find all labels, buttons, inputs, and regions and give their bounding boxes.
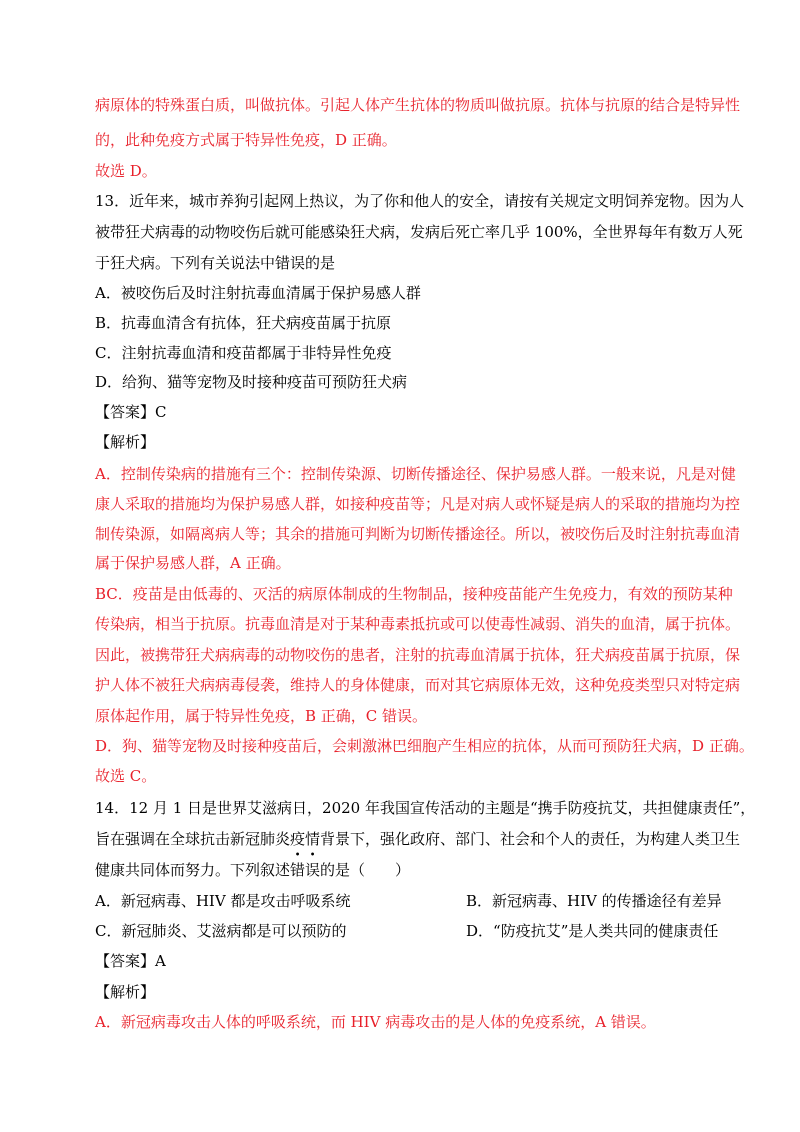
analysis-line: D．狗、猫等宠物及时接种疫苗后，会刺激淋巴细胞产生相应的抗体，从而可预防狂犬病，D 正确。 bbox=[95, 737, 754, 755]
question-13-option-a: A．被咬伤后及时注射抗毒血清属于保护易感人群 bbox=[95, 284, 421, 302]
analysis-line: 因此，被携带狂犬病病毒的动物咬伤的患者，注射的抗毒血清属于抗体，狂犬病疫苗属于抗原，保 bbox=[95, 646, 741, 664]
analysis-line: 康人采取的措施均为保护易感人群，如接种疫苗等；凡是对病人或怀疑是病人的采取的措施均为控 bbox=[95, 495, 741, 513]
question-14-option-a: A．新冠病毒、HIV 都是攻击呼吸系统 bbox=[95, 892, 351, 910]
analysis-line: 护人体不被狂犬病病毒侵袭，维持人的身体健康，而对其它病原体无效，这种免疫类型只对特定病 bbox=[95, 676, 741, 694]
analysis-line: A．新冠病毒攻击人体的呼吸系统，而 HIV 病毒攻击的是人体的免疫系统，A 错误。 bbox=[95, 1013, 656, 1031]
question-14-stem bbox=[95, 850, 411, 880]
stem-text: 的是（ ） bbox=[320, 861, 411, 879]
question-14-options-row bbox=[95, 891, 722, 911]
stem-text: 健康共同体而努力。下列叙述 bbox=[95, 861, 291, 879]
question-13-stem: 于狂犬病。下列有关说法中错误的是 bbox=[95, 254, 336, 272]
emphasis-dot: • bbox=[309, 850, 316, 861]
analysis-conclusion: 故选 D。 bbox=[95, 162, 157, 180]
question-14-options-row bbox=[95, 921, 719, 941]
question-14-stem: 14．12 月 1 日是世界艾滋病日，2020 年我国宣传活动的主题是“携手防疫抗艾，共担健康责任”， bbox=[95, 799, 756, 817]
analysis-conclusion: 故选 C。 bbox=[95, 767, 157, 785]
question-13-option-c: C．注射抗毒血清和疫苗都属于非特异性免疫 bbox=[95, 344, 392, 362]
analysis-line: 属于保护易感人群，A 正确。 bbox=[95, 554, 291, 572]
analysis-line: 的，此种免疫方式属于特异性免疫，D 正确。 bbox=[95, 131, 397, 149]
question-13-option-b: B．抗毒血清含有抗体，狂犬病疫苗属于抗原 bbox=[95, 314, 392, 332]
question-13-option-d: D．给狗、猫等宠物及时接种疫苗可预防狂犬病 bbox=[95, 373, 408, 391]
analysis-line: BC．疫苗是由低毒的、灭活的病原体制成的生物制品，接种疫苗能产生免疫力，有效的预防某种 bbox=[95, 585, 733, 603]
question-14-option-d: D．“防疫抗艾”是人类共同的健康责任 bbox=[466, 922, 719, 940]
question-13-stem: 被带狂犬病毒的动物咬伤后就可能感染狂犬病，发病后死亡率几乎 100%，全世界每年有数万人死 bbox=[95, 223, 743, 241]
analysis-line: 制传染源，如隔离病人等；其余的措施可判断为切断传播途径。所以，被咬伤后及时注射抗毒血清 bbox=[95, 525, 741, 543]
analysis-line: 原体起作用，属于特异性免疫，B 正确，C 错误。 bbox=[95, 707, 428, 725]
question-13-answer: 【答案】C bbox=[95, 403, 167, 421]
analysis-line: 病原体的特殊蛋白质，叫做抗体。引起人体产生抗体的物质叫做抗原。抗体与抗原的结合是特异性 bbox=[95, 96, 741, 114]
emphasized-char: • 误 bbox=[305, 850, 321, 879]
question-13-analysis-label: 【解析】 bbox=[95, 433, 156, 451]
emphasis-dot: • bbox=[294, 850, 301, 861]
question-14-stem: 旨在强调在全球抗击新冠肺炎疫情背景下，强化政府、部门、社会和个人的责任，为构建人类卫生 bbox=[95, 830, 741, 848]
analysis-line: 传染病，相当于抗原。抗毒血清是对于某种毒素抵抗或可以使毒性减弱、消失的血清，属于抗体。 bbox=[95, 615, 741, 633]
emphasized-char: • 错 bbox=[290, 850, 306, 879]
analysis-line: A．控制传染病的措施有三个：控制传染源、切断传播途径、保护易感人群。一般来说，凡是对健 bbox=[95, 465, 736, 483]
question-14-answer: 【答案】A bbox=[95, 952, 166, 970]
question-14-option-c: C．新冠肺炎、艾滋病都是可以预防的 bbox=[95, 922, 347, 940]
question-14-analysis-label: 【解析】 bbox=[95, 983, 156, 1001]
question-13-stem: 13．近年来，城市养狗引起网上热议，为了你和他人的安全，请按有关规定文明饲养宠物。因为人 bbox=[95, 192, 745, 210]
question-14-option-b: B．新冠病毒、HIV 的传播途径有差异 bbox=[466, 892, 722, 910]
